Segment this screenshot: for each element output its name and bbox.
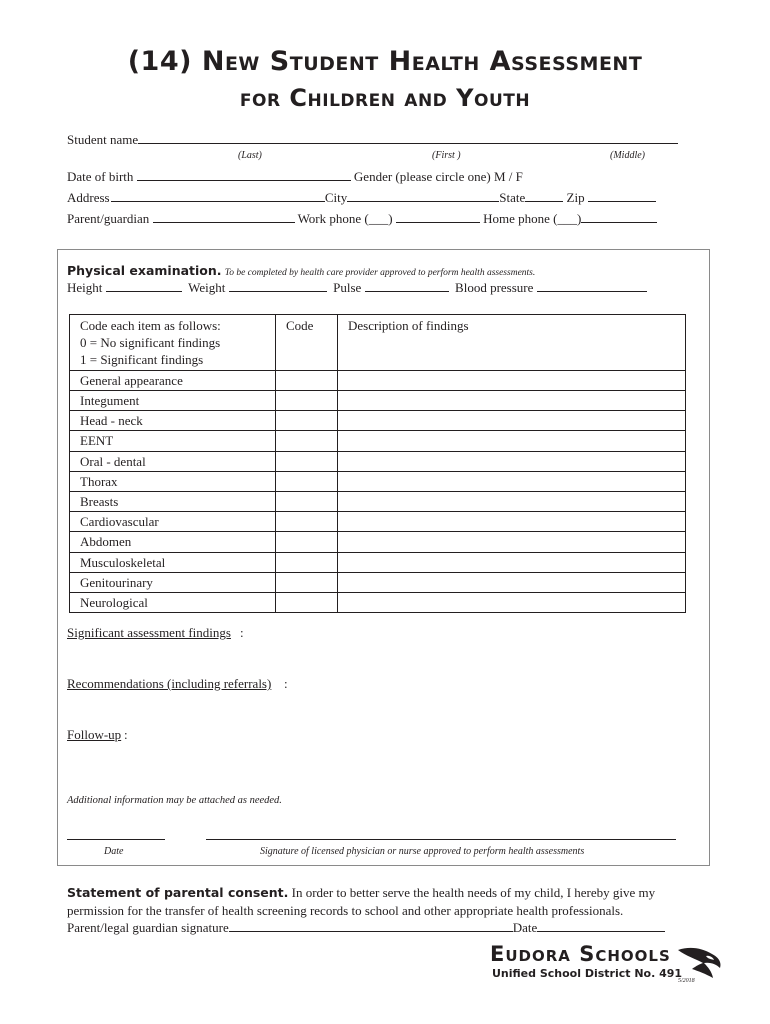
recommendations-label: Recommendations (including referrals) — [67, 676, 272, 691]
home-phone-field[interactable] — [581, 211, 657, 223]
consent-line-1 — [67, 885, 655, 901]
exam-code-cell[interactable] — [276, 411, 338, 431]
additional-info-note: Additional information may be attached as needed. — [67, 795, 282, 806]
pulse-label: Pulse — [333, 280, 362, 295]
exam-item-label: General appearance — [70, 371, 276, 391]
zip-field[interactable] — [588, 190, 656, 202]
exam-description-cell[interactable] — [338, 431, 686, 451]
weight-field[interactable] — [229, 280, 327, 292]
zip-label: Zip — [566, 190, 585, 205]
exam-description-cell[interactable] — [338, 391, 686, 411]
exam-item-label: EENT — [70, 431, 276, 451]
physician-signature-field[interactable] — [206, 828, 676, 840]
instruction-line: 1 = Significant findings — [80, 352, 204, 367]
address-row — [67, 190, 656, 206]
exam-code-cell[interactable] — [276, 431, 338, 451]
bp-field[interactable] — [537, 280, 647, 292]
exam-item-label: Cardiovascular — [70, 512, 276, 532]
exam-code-cell[interactable] — [276, 512, 338, 532]
dob-label: Date of birth — [67, 169, 134, 184]
school-logo-name: Eudora Schools — [490, 942, 671, 966]
exam-description-cell[interactable] — [338, 411, 686, 431]
work-phone-field[interactable] — [396, 211, 480, 223]
exam-description-cell[interactable] — [338, 552, 686, 572]
state-field[interactable] — [525, 190, 563, 202]
height-field[interactable] — [106, 280, 182, 292]
consent-date-field[interactable] — [537, 920, 665, 932]
table-row — [70, 371, 686, 391]
exam-code-cell[interactable] — [276, 592, 338, 612]
weight-label: Weight — [188, 280, 226, 295]
exam-code-cell[interactable] — [276, 572, 338, 592]
exam-description-cell[interactable] — [338, 592, 686, 612]
colon: : — [124, 727, 128, 742]
significant-findings-label: Significant assessment findings — [67, 625, 231, 640]
exam-note: To be completed by health care provider approved to perform health assessments. — [224, 268, 536, 278]
city-label: City — [324, 190, 348, 205]
exam-code-cell[interactable] — [276, 532, 338, 552]
exam-code-cell[interactable] — [276, 471, 338, 491]
exam-description-cell[interactable] — [338, 491, 686, 511]
consent-heading: Statement of parental consent. — [67, 885, 289, 900]
physician-signature-caption: Signature of licensed physician or nurse approved to perform health assessments — [260, 846, 585, 857]
address-label: Address — [67, 190, 110, 205]
parent-label: Parent/guardian — [67, 211, 150, 226]
student-name-field[interactable] — [138, 132, 678, 144]
exam-description-cell[interactable] — [338, 532, 686, 552]
exam-description-cell[interactable] — [338, 572, 686, 592]
exam-item-label: Abdomen — [70, 532, 276, 552]
page-title: (14) New Student Health Assessment — [127, 46, 643, 77]
parent-signature-field[interactable] — [229, 920, 513, 932]
exam-item-label: Integument — [70, 391, 276, 411]
table-row — [70, 471, 686, 491]
table-row — [70, 552, 686, 572]
gender-label[interactable]: Gender (please circle one) M / F — [353, 169, 523, 184]
followup-field[interactable] — [67, 747, 687, 787]
address-field[interactable] — [111, 190, 325, 202]
table-row — [70, 532, 686, 552]
exam-heading-row — [67, 263, 535, 279]
consent-signature-label: Parent/legal guardian signature — [67, 920, 229, 935]
table-row — [70, 431, 686, 451]
dob-row — [67, 169, 523, 185]
student-name-label: Student name — [67, 132, 139, 147]
exam-description-cell[interactable] — [338, 512, 686, 532]
student-name-row — [67, 132, 678, 148]
significant-findings-field[interactable] — [67, 645, 687, 675]
middle-name-caption: (Middle) — [610, 150, 645, 161]
exam-item-label: Genitourinary — [70, 572, 276, 592]
exam-description-cell[interactable] — [338, 451, 686, 471]
bp-label: Blood pressure — [455, 280, 534, 295]
revision-date: 5/2018 — [678, 978, 695, 984]
exam-item-label: Head - neck — [70, 411, 276, 431]
table-row — [70, 491, 686, 511]
parent-field[interactable] — [153, 211, 295, 223]
exam-table-header — [70, 315, 686, 371]
followup-label: Follow-up — [67, 727, 122, 742]
page-subtitle: for Children and Youth — [239, 84, 531, 112]
exam-date-field[interactable] — [67, 828, 165, 840]
exam-table — [69, 314, 686, 613]
exam-item-label: Oral - dental — [70, 451, 276, 471]
last-name-caption: (Last) — [238, 150, 262, 161]
exam-code-cell[interactable] — [276, 451, 338, 471]
colon: : — [284, 676, 288, 691]
table-row — [70, 411, 686, 431]
school-district: Unified School District No. 491 — [492, 967, 683, 980]
table-row — [70, 451, 686, 471]
description-header: Description of findings — [338, 315, 686, 371]
pulse-field[interactable] — [365, 280, 449, 292]
vitals-row — [67, 280, 647, 296]
exam-description-cell[interactable] — [338, 471, 686, 491]
exam-description-cell[interactable] — [338, 371, 686, 391]
height-label: Height — [67, 280, 103, 295]
table-row — [70, 572, 686, 592]
code-instructions — [70, 315, 276, 371]
dob-field[interactable] — [137, 169, 351, 181]
exam-code-cell[interactable] — [276, 371, 338, 391]
exam-code-cell[interactable] — [276, 391, 338, 411]
instruction-line: Code each item as follows: — [80, 318, 221, 333]
code-header: Code — [276, 315, 338, 371]
city-field[interactable] — [347, 190, 499, 202]
home-phone-label: Home phone (___) — [483, 211, 582, 226]
consent-text-1: In order to better serve the health needs of my child, I hereby give my — [291, 885, 656, 900]
exam-item-label: Neurological — [70, 592, 276, 612]
parent-row — [67, 211, 657, 227]
state-label: State — [499, 190, 526, 205]
table-row — [70, 391, 686, 411]
exam-code-cell[interactable] — [276, 491, 338, 511]
consent-text-2: permission for the transfer of health screening records to school and other appropriate health professionals. — [67, 903, 624, 918]
work-phone-label: Work phone (___) — [297, 211, 393, 226]
exam-item-label: Breasts — [70, 491, 276, 511]
consent-date-label: Date — [512, 920, 538, 935]
exam-item-label: Musculoskeletal — [70, 552, 276, 572]
exam-code-cell[interactable] — [276, 552, 338, 572]
consent-signature-row — [67, 920, 665, 936]
colon: : — [240, 625, 244, 640]
first-name-caption: (First ) — [432, 150, 461, 161]
instruction-line: 0 = No significant findings — [80, 335, 221, 350]
recommendations-field[interactable] — [67, 696, 687, 726]
exam-date-caption: Date — [104, 846, 124, 857]
exam-heading: Physical examination. — [67, 263, 222, 278]
exam-item-label: Thorax — [70, 471, 276, 491]
table-row — [70, 512, 686, 532]
table-row — [70, 592, 686, 612]
